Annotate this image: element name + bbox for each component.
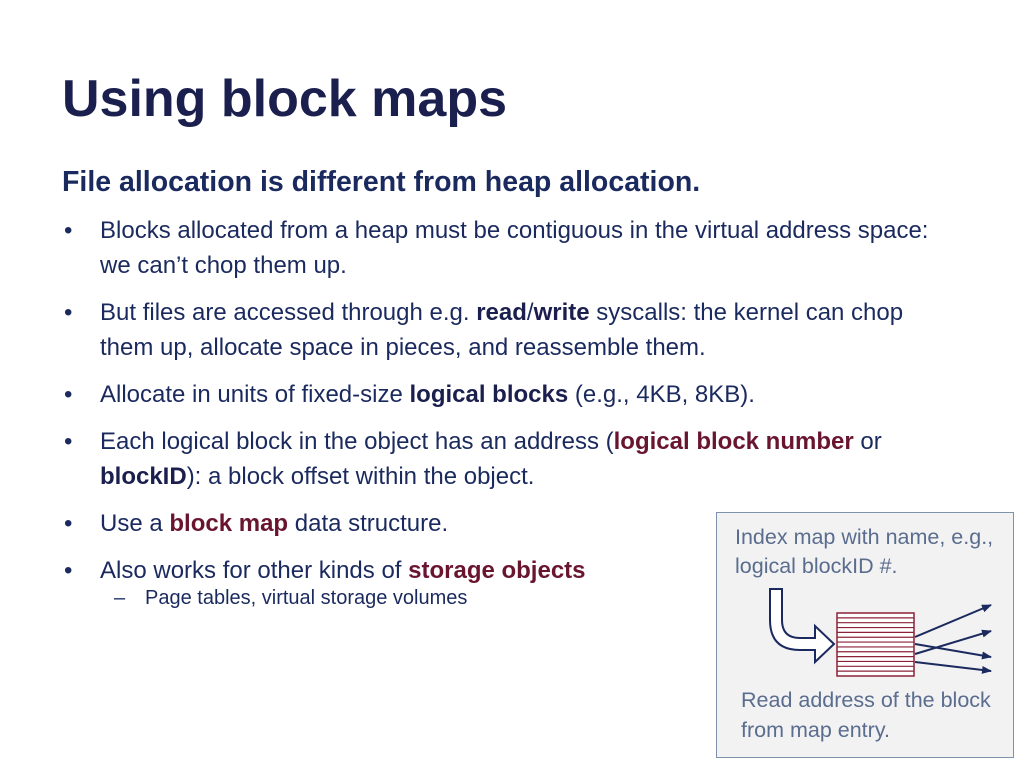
bullet-text: or — [853, 428, 882, 455]
bullet-item — [62, 295, 962, 365]
bullet-text: But files are accessed through e.g. — [100, 299, 477, 326]
bullet-item — [62, 424, 962, 494]
bullet-emphasis: storage objects — [408, 557, 586, 584]
bullet-emphasis: logical block number — [613, 428, 854, 455]
bullet-item — [62, 213, 962, 283]
bullet-text: Each logical block in the object has an address ( — [100, 428, 614, 455]
figure-caption-top: Index map with name, e.g., logical blockID #. — [735, 525, 994, 578]
pointer-arrow-icon — [915, 605, 991, 637]
bullet-emphasis: read — [476, 299, 527, 326]
bullet-emphasis: logical blocks — [409, 381, 569, 408]
bullet-emphasis: block map — [169, 510, 289, 537]
bullet-text: (e.g., 4KB, 8KB). — [568, 381, 755, 408]
pointer-arrows — [915, 605, 991, 671]
pointer-arrow-icon — [915, 662, 991, 671]
block-map-figure — [716, 512, 1014, 758]
bullet-text: / — [526, 299, 534, 326]
bullet-text: data structure. — [288, 510, 449, 537]
bullet-text: ): a block offset within the object. — [186, 463, 535, 490]
lookup-arrow-icon — [770, 589, 834, 662]
bullet-emphasis: write — [533, 299, 590, 326]
bullet-text: Blocks allocated from a heap must be contiguous in the virtual address space: we can’t chop them up. — [100, 217, 929, 279]
bullet-text: Allocate in units of fixed-size — [100, 381, 410, 408]
bullet-text: Use a — [100, 510, 170, 537]
sub-bullet-item: – Page tables, virtual storage volumes — [100, 584, 962, 612]
bullet-item — [62, 377, 962, 412]
slide-title: Using block maps — [62, 70, 507, 128]
bullet-text: Also works for other kinds of — [100, 557, 409, 584]
block-map-table — [837, 613, 914, 676]
slide-subtitle: File allocation is different from heap allocation. — [62, 166, 701, 198]
bullet-emphasis: blockID — [100, 463, 187, 490]
bullet-text: syscalls: the kernel can chop them up, allocate space in pieces, and reassemble them. — [100, 299, 904, 361]
figure-caption-bottom: Read address of the block from map entry. — [741, 688, 991, 742]
